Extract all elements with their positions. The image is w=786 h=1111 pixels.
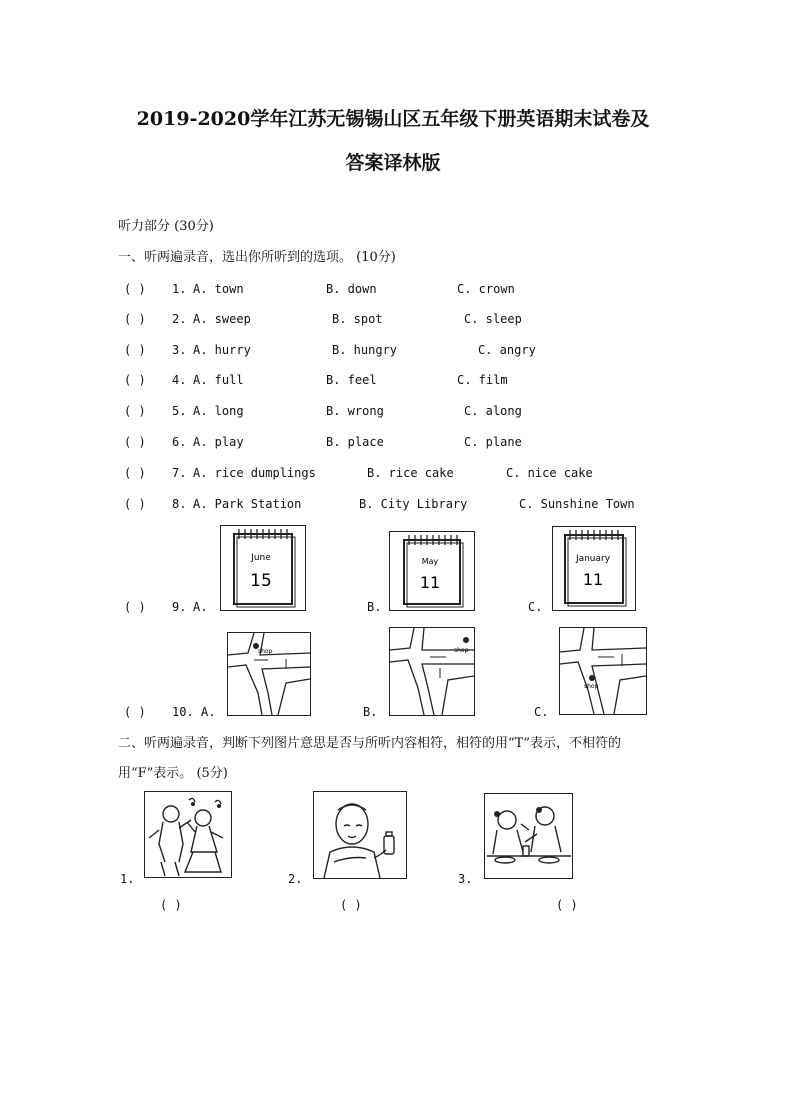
answer-paren[interactable]: ( ) [340, 898, 362, 912]
picture-dancing-people [144, 791, 232, 878]
answer-paren[interactable]: ( ) [124, 373, 146, 387]
option-a-label: A. [193, 600, 208, 614]
option-a: A. Park Station [193, 497, 302, 511]
shop-label: shop [454, 647, 469, 654]
answer-paren[interactable]: ( ) [160, 898, 182, 912]
option-b-label: B. [363, 705, 378, 719]
map-image-c [559, 627, 647, 715]
option-a: A. town [193, 282, 244, 296]
option-a: A. full [193, 373, 244, 387]
shop-label: shop [258, 648, 273, 655]
option-a: A. hurry [193, 343, 251, 357]
shop-label: shop [584, 683, 599, 690]
item-number: 1. [120, 872, 135, 886]
question-number: 4. [172, 373, 187, 387]
question-number: 3. [172, 343, 187, 357]
question-number: 10. [172, 705, 194, 719]
question-number: 5. [172, 404, 187, 418]
answer-paren[interactable]: ( ) [124, 466, 146, 480]
item-number: 3. [458, 872, 473, 886]
option-c: C. plane [464, 435, 522, 449]
option-b-label: B. [367, 600, 382, 614]
option-c: C. Sunshine Town [519, 497, 635, 511]
picture-two-boys-eating [484, 793, 573, 879]
option-b: B. down [326, 282, 377, 296]
calendar-day: 11 [419, 573, 441, 592]
answer-paren[interactable]: ( ) [124, 705, 146, 719]
question-number: 8. [172, 497, 187, 511]
calendar-image-a [220, 525, 306, 611]
document-title-line2: 答案译林版 [345, 152, 441, 174]
question-number: 2. [172, 312, 187, 326]
option-c-label: C. [528, 600, 543, 614]
answer-paren[interactable]: ( ) [556, 898, 578, 912]
part2-heading-line1: 二、听两遍录音，判断下列图片意思是否与所听内容相符，相符的用“T”表示，不相符的 [118, 736, 621, 751]
option-c: C. crown [457, 282, 515, 296]
option-c: C. sleep [464, 312, 522, 326]
option-b: B. place [326, 435, 384, 449]
calendar-month: January [575, 554, 611, 564]
document-title-line1: 2019-2020学年江苏无锡锡山区五年级下册英语期末试卷及 [136, 108, 650, 130]
option-b: B. spot [332, 312, 383, 326]
calendar-day: 11 [582, 570, 604, 589]
option-b: B. City Library [359, 497, 468, 511]
answer-paren[interactable]: ( ) [124, 282, 146, 296]
option-a: A. long [193, 404, 244, 418]
option-b: B. rice cake [367, 466, 454, 480]
option-b: B. feel [326, 373, 377, 387]
option-c: C. film [457, 373, 508, 387]
part2-heading-line2: 用“F”表示。 (5分) [118, 766, 228, 781]
option-c: C. along [464, 404, 522, 418]
question-number: 9. [172, 600, 187, 614]
option-c-label: C. [534, 705, 549, 719]
map-image-b [389, 627, 475, 716]
question-number: 1. [172, 282, 187, 296]
option-a: A. play [193, 435, 244, 449]
calendar-month: June [251, 553, 271, 563]
picture-boy-with-medicine [313, 791, 407, 879]
calendar-month: May [421, 557, 439, 566]
option-b: B. wrong [326, 404, 384, 418]
calendar-day: 15 [250, 571, 272, 591]
answer-paren[interactable]: ( ) [124, 404, 146, 418]
question-number: 6. [172, 435, 187, 449]
option-a: A. rice dumplings [193, 466, 316, 480]
calendar-image-c [552, 526, 636, 611]
option-c: C. nice cake [506, 466, 593, 480]
answer-paren[interactable]: ( ) [124, 343, 146, 357]
listening-section-label: 听力部分 (30分) [118, 219, 214, 234]
option-a-label: A. [201, 705, 216, 719]
part1-heading: 一、听两遍录音，选出你所听到的选项。 (10分) [118, 250, 396, 265]
answer-paren[interactable]: ( ) [124, 600, 146, 614]
answer-paren[interactable]: ( ) [124, 312, 146, 326]
option-a: A. sweep [193, 312, 251, 326]
item-number: 2. [288, 872, 303, 886]
option-b: B. hungry [332, 343, 398, 357]
answer-paren[interactable]: ( ) [124, 497, 146, 511]
calendar-image-b [389, 531, 475, 611]
answer-paren[interactable]: ( ) [124, 435, 146, 449]
map-image-a [227, 632, 311, 716]
option-c: C. angry [478, 343, 536, 357]
question-number: 7. [172, 466, 187, 480]
